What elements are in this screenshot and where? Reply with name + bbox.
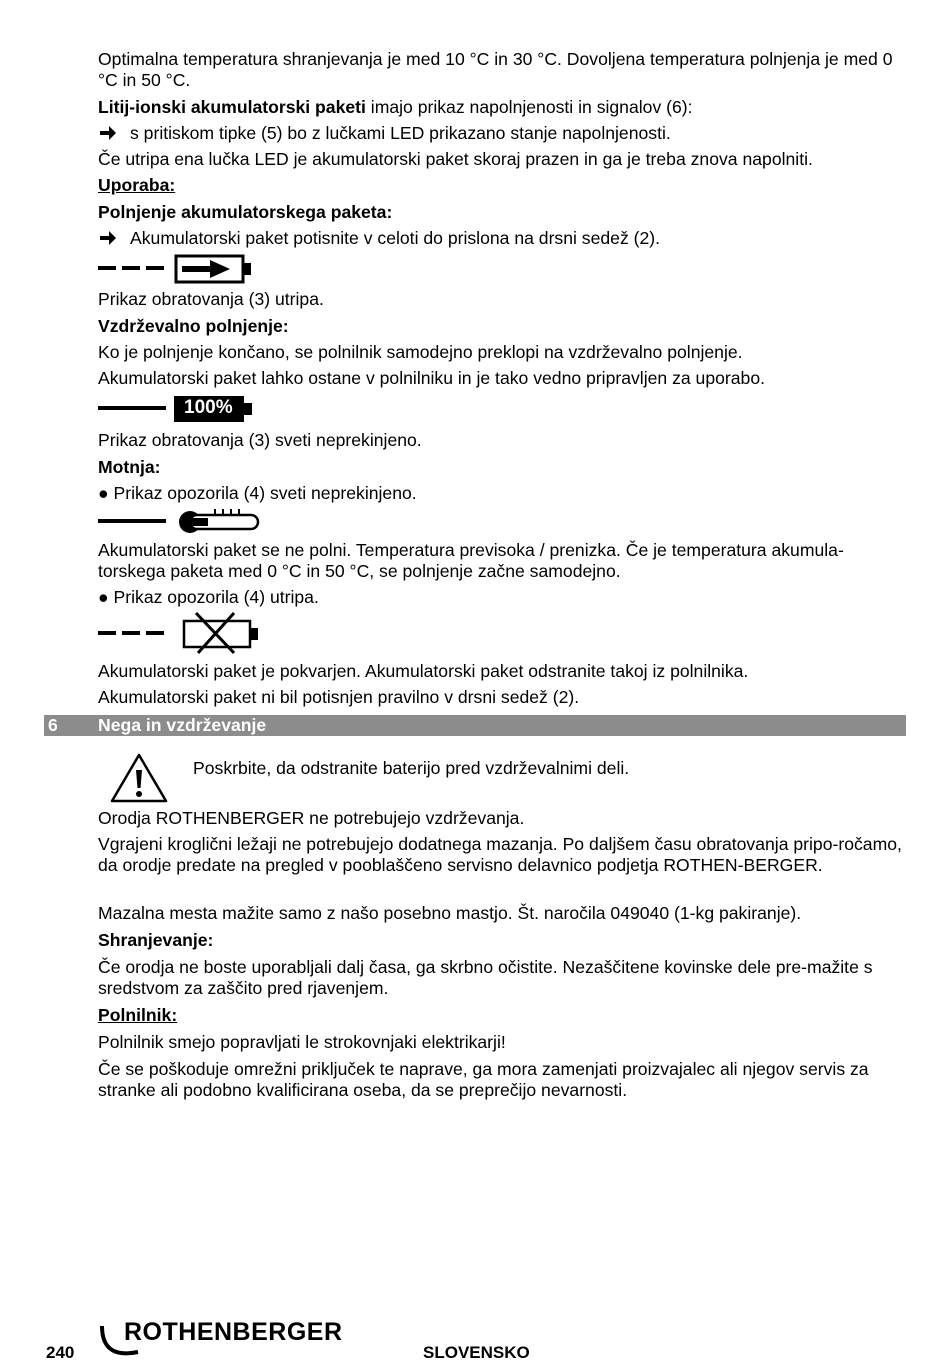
warning-triangle-icon — [109, 752, 169, 809]
charger-repair-text: Polnilnik smejo popravljati le strokovnjaki elektrikarji! — [98, 1032, 506, 1052]
maintenance-charging-text: Ko je polnjenje končano, se polnilnik samodejno preklopi na vzdrževalno polnjenje. — [98, 342, 743, 362]
battery-defective-text: Akumulatorski paket je pokvarjen. Akumulatorski paket odstranite takoj iz polnilnika. — [98, 661, 749, 681]
arrow-item-1-text: s pritiskom tipke (5) bo z lučkami LED prikazano stanje napolnjenosti. — [130, 123, 671, 143]
mains-damage-text: Če se poškoduje omrežni priključek te naprave, ga mora zamenjati proizvajalec ali njegov servis za stranke ali podobno kvalificirana oseba, da se preprečijo nevarnosti. — [98, 1059, 869, 1100]
heading-motnja: Motnja: — [98, 457, 161, 477]
bullet-warning-blinks: ● Prikaz opozorila (4) utripa. — [98, 587, 319, 607]
battery-full-icon — [98, 394, 258, 429]
storage-care-text: Če orodja ne boste uporabljali dalj časa, ga skrbno očistite. Nezaščitene kovinske dele pre-mažite s sredstvom za zaščito pred rjavenjem. — [98, 957, 873, 998]
not-inserted-text: Akumulatorski paket ni bil potisnjen pravilno v drsni sedež (2). — [98, 687, 580, 707]
bearings-text: Vgrajeni kroglični ležaji ne potrebujejo dodatnega mazanja. Po daljšem času obratovanja pripo-ročamo, da orodje predate na pregled v pooblaščeno servisno delavnico podjetja ROTHEN-BERGER. — [98, 834, 902, 875]
grease-text: Mazalna mesta mažite samo z našo posebno mastjo. Št. naročila 049040 (1-kg pakiranje). — [98, 903, 802, 923]
heading-uporaba: Uporaba: — [98, 175, 176, 195]
li-ion-bold: Litij-ionski akumulatorski paketi — [98, 97, 366, 117]
section-number: 6 — [48, 715, 58, 735]
operation-blinks-text: Prikaz obratovanja (3) utripa. — [98, 289, 324, 309]
bullet-warning-steady: ● Prikaz opozorila (4) sveti neprekinjeno. — [98, 483, 417, 503]
heading-vzdrzevalno: Vzdrževalno polnjenje: — [98, 316, 289, 336]
heading-polnilnik: Polnilnik: — [98, 1005, 178, 1025]
li-ion-rest: imajo prikaz napolnjenosti in signalov (6): — [365, 97, 693, 117]
rothenberger-logo — [98, 1318, 343, 1346]
operation-steady-text: Prikaz obratovanja (3) sveti neprekinjeno. — [98, 430, 422, 450]
arrow-item-2 — [98, 228, 908, 253]
li-ion-intro — [98, 97, 908, 118]
heading-polnjenje: Polnjenje akumulatorskega paketa: — [98, 202, 393, 222]
battery-full-label: 100% — [184, 397, 233, 418]
battery-defect-icon — [98, 611, 268, 660]
warning-text: Poskrbite, da odstranite baterijo pred vzdrževalnimi deli. — [193, 758, 630, 778]
right-arrow-icon — [98, 228, 130, 253]
footer-language: SLOVENSKO — [423, 1343, 530, 1362]
stay-in-charger-text: Akumulatorski paket lahko ostane v polnilniku in je tako vedno pripravljen za uporabo. — [98, 368, 765, 388]
section-header — [44, 715, 906, 736]
arrow-item-1 — [98, 123, 908, 148]
battery-charging-icon — [98, 254, 258, 291]
heading-shranjevanje: Shranjevanje: — [98, 930, 214, 950]
section-title: Nega in vzdrževanje — [98, 715, 267, 735]
thermometer-icon — [98, 508, 268, 541]
storage-temperature-text: Optimalna temperatura shranjevanja je med 10 °C in 30 °C. Dovoljena temperatura polnjenja je med 0 °C in 50 °C. — [98, 49, 893, 90]
led-empty-text: Če utripa ena lučka LED je akumulatorski paket skoraj prazen in ga je treba znova napolniti. — [98, 149, 813, 169]
page-number: 240 — [46, 1343, 75, 1362]
logo-text: ROTHENBERGER — [124, 1318, 343, 1346]
no-maintenance-text: Orodja ROTHENBERGER ne potrebujejo vzdrževanja. — [98, 808, 525, 828]
right-arrow-icon — [98, 123, 130, 148]
arrow-item-2-text: Akumulatorski paket potisnite v celoti do prislona na drsni sedež (2). — [130, 228, 661, 248]
not-charging-text: Akumulatorski paket se ne polni. Temperatura previsoka / prenizka. Če je temperatura akumula-torskega paketa med 0 °C in 50 °C, se polnjenje začne samodejno. — [98, 540, 844, 581]
